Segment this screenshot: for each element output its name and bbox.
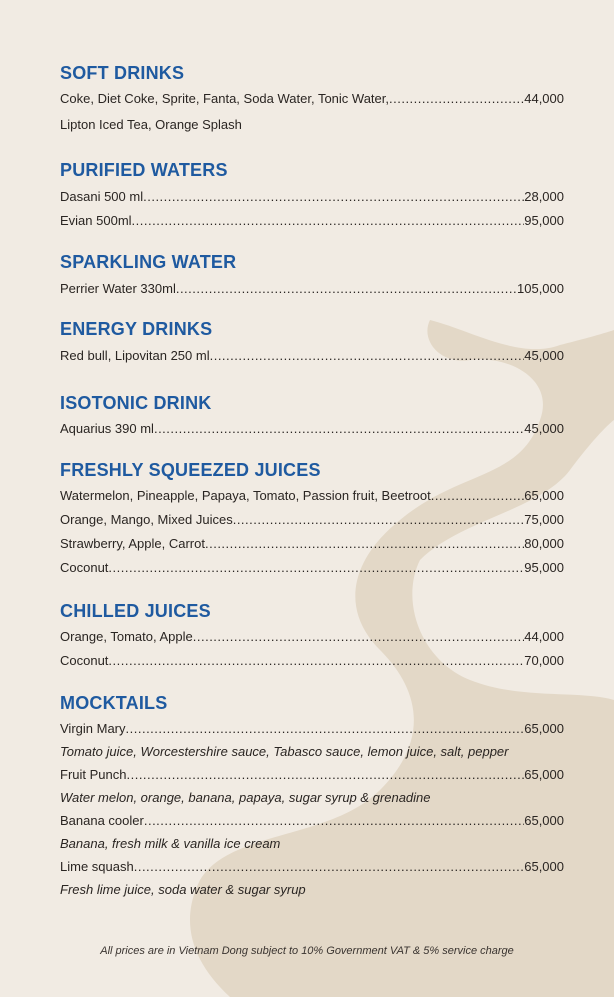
item-continuation: Lipton Iced Tea, Orange Splash	[60, 117, 242, 132]
item-description: Banana, fresh milk & vanilla ice cream	[60, 836, 281, 851]
menu-item	[60, 277, 564, 301]
menu-item	[60, 344, 564, 368]
section-freshly-squeezed-juices	[60, 459, 564, 580]
item-name: Virgin Mary	[60, 721, 126, 736]
item-name: Evian 500ml	[60, 213, 132, 228]
item-name: Aquarius 390 ml	[60, 421, 154, 436]
leader-dots	[126, 763, 524, 787]
leader-dots	[193, 625, 524, 649]
menu-item	[60, 717, 564, 741]
item-price: 65,000	[524, 813, 564, 828]
leader-dots	[144, 809, 524, 833]
menu-item	[60, 417, 564, 441]
menu-item	[60, 185, 564, 209]
leader-dots	[389, 87, 524, 111]
section-title: SPARKLING WATER	[60, 252, 237, 272]
item-price: 28,000	[524, 189, 564, 204]
item-price: 45,000	[524, 421, 564, 436]
section-title: PURIFIED WATERS	[60, 160, 228, 180]
section-title: MOCKTAILS	[60, 693, 168, 713]
leader-dots	[210, 344, 525, 368]
item-name: Lime squash	[60, 859, 134, 874]
menu-item	[60, 484, 564, 508]
leader-dots	[205, 532, 524, 556]
menu-item	[60, 508, 564, 532]
section-mocktails	[60, 692, 564, 901]
menu-item	[60, 87, 564, 111]
leader-dots	[108, 649, 524, 673]
leader-dots	[176, 277, 517, 301]
item-price: 95,000	[524, 213, 564, 228]
leader-dots	[233, 508, 525, 532]
item-price: 44,000	[524, 91, 564, 106]
menu-item	[60, 649, 564, 673]
item-price: 70,000	[524, 653, 564, 668]
section-title: ISOTONIC DRINK	[60, 393, 212, 413]
menu-item	[60, 209, 564, 233]
item-name: Coke, Diet Coke, Sprite, Fanta, Soda Water, Tonic Water,	[60, 91, 389, 106]
menu-item	[60, 763, 564, 787]
menu-item	[60, 556, 564, 580]
section-purified-waters	[60, 159, 564, 233]
item-description: Tomato juice, Worcestershire sauce, Tabasco sauce, lemon juice, salt, pepper	[60, 744, 509, 759]
item-price: 95,000	[524, 560, 564, 575]
menu-item	[60, 532, 564, 556]
leader-dots	[143, 185, 524, 209]
item-name: Perrier Water 330ml	[60, 281, 176, 296]
section-title: CHILLED JUICES	[60, 601, 211, 621]
item-name: Watermelon, Pineapple, Papaya, Tomato, Passion fruit, Beetroot	[60, 488, 431, 503]
menu-item	[60, 625, 564, 649]
section-energy-drinks	[60, 318, 564, 368]
leader-dots	[126, 717, 525, 741]
item-name: Banana cooler	[60, 813, 144, 828]
section-title: FRESHLY SQUEEZED JUICES	[60, 460, 321, 480]
leader-dots	[132, 209, 525, 233]
section-soft-drinks	[60, 62, 564, 137]
leader-dots	[134, 855, 525, 879]
item-price: 80,000	[524, 536, 564, 551]
section-chilled-juices	[60, 600, 564, 673]
section-title: SOFT DRINKS	[60, 63, 185, 83]
item-price: 44,000	[524, 629, 564, 644]
item-price: 75,000	[524, 512, 564, 527]
item-price: 45,000	[524, 348, 564, 363]
item-name: Dasani 500 ml	[60, 189, 144, 204]
item-name: Strawberry, Apple, Carrot	[60, 536, 205, 551]
item-name: Orange, Mango, Mixed Juices	[60, 512, 233, 527]
price-footnote: All prices are in Vietnam Dong subject to 10% Government VAT & 5% service charge	[100, 945, 514, 957]
item-description: Fresh lime juice, soda water & sugar syrup	[60, 882, 306, 897]
leader-dots	[431, 484, 525, 508]
leader-dots	[108, 556, 524, 580]
item-price: 65,000	[524, 721, 564, 736]
menu-item	[60, 809, 564, 833]
item-price: 105,000	[517, 281, 564, 296]
item-name: Red bull, Lipovitan 250 ml	[60, 348, 210, 363]
menu-item	[60, 855, 564, 879]
section-isotonic-drink	[60, 392, 564, 441]
item-price: 65,000	[524, 859, 564, 874]
item-price: 65,000	[524, 488, 564, 503]
item-description: Water melon, orange, banana, papaya, sugar syrup & grenadine	[60, 790, 431, 805]
item-price: 65,000	[524, 767, 564, 782]
section-sparkling-water	[60, 251, 564, 301]
item-name: Coconut	[60, 560, 109, 575]
item-name: Coconut	[60, 653, 109, 668]
item-name: Fruit Punch	[60, 767, 127, 782]
section-title: ENERGY DRINKS	[60, 319, 213, 339]
leader-dots	[154, 417, 524, 441]
item-name: Orange, Tomato, Apple	[60, 629, 193, 644]
